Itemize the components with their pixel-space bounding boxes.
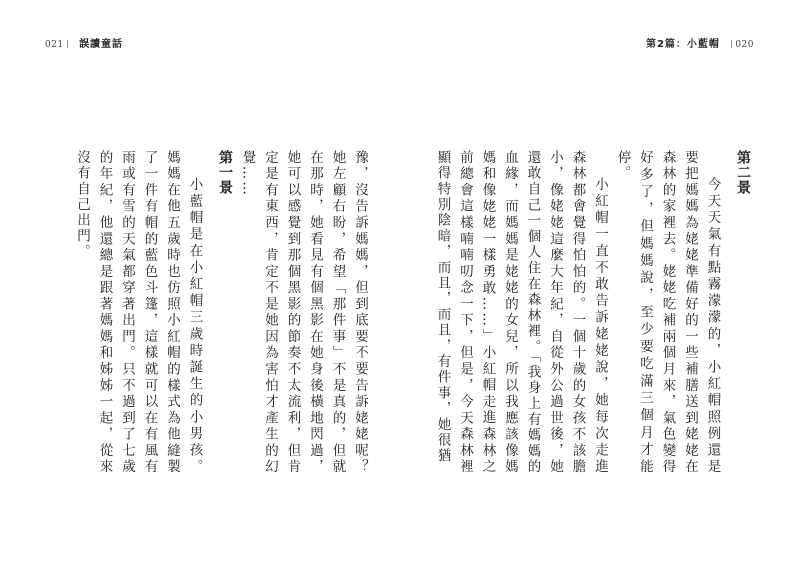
scene-heading: 第二景 xyxy=(735,150,751,195)
header-divider xyxy=(731,40,732,48)
left-page-body xyxy=(41,150,371,475)
right-page-number: 020 xyxy=(735,40,754,50)
left-running-head xyxy=(45,39,123,51)
continued-paragraph: 豫，沒告訴媽媽，但到底要不要告訴姥姥呢？她左顧右盼，希望「那件事」不是真的，但就在那時，她看見有個黑影在她身後橫地閃過，她可以感覺到那個黑影的節奏不太流利，但肯定是有東西，肯定不是她因為害怕才產生的幻覺…… xyxy=(239,150,368,475)
paragraph: 今天天氣有點霧濛濛的，小紅帽照例還是要把媽媽為姥姥準備好的一些補膳送到姥姥在森林的家裡去。姥姥吃補兩個月來，氣色變得好多了，但媽媽說，至少要吃滿三個月才能停。 xyxy=(614,150,721,475)
right-running-head xyxy=(646,39,754,51)
header-divider xyxy=(67,40,68,48)
paragraph: 小紅帽一直不敢告訴姥姥說，她每次走進森林都會覺得怕怕的。一個十歲的女孩不該膽小，像姥姥這麼大年紀，自從外公過世後，她還敢自己一個人住在森林裡。「我身上有媽媽的血緣，而媽媽是姥姥的女兒，所以我應該像媽媽和像姥姥一樣勇敢……」小紅帽走進森林之前總會這樣喃喃叨念一下，但是，今天森林裡顯得特別陰暗，而且，而且，有件事，她很猶 xyxy=(434,150,608,475)
book-title: 誤讀童話 xyxy=(79,39,124,50)
paragraph: 小藍帽是在小紅帽三歲時誕生的小男孩。媽媽在他五歲時也仿照小紅帽的樣式為他縫製了一件有帽的藍色斗篷，這樣就可以在有風有雨或有雪的天氣都穿著出門。只不過到了七歲的年紀，他還總是跟著媽媽和姊姊一起，從來沒有自己出門。 xyxy=(74,150,203,475)
right-page-body xyxy=(414,150,754,475)
scene-heading: 第一景 xyxy=(217,150,233,195)
chapter-title: 第2篇：小藍帽 xyxy=(645,39,720,50)
left-page-number: 021 xyxy=(45,40,64,50)
